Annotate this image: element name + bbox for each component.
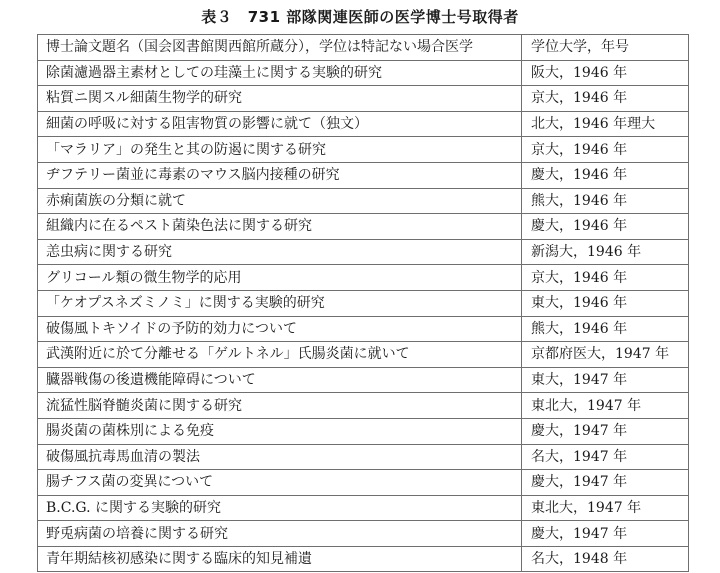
thesis-title-cell: グリコール類の微生物学的応用 <box>38 265 522 291</box>
table-row <box>38 316 689 342</box>
university-year-cell: 京都府医大，1947 年 <box>522 342 689 368</box>
table-row <box>38 470 689 496</box>
table-row <box>38 393 689 419</box>
university-year-cell: 東大，1947 年 <box>522 367 689 393</box>
table-row <box>38 188 689 214</box>
thesis-title-cell: 細菌の呼吸に対する阻害物質の影響に就て（独文） <box>38 111 522 137</box>
university-year-cell: 東北大，1947 年 <box>522 495 689 521</box>
thesis-title-cell: 流猛性脳脊髄炎菌に関する研究 <box>38 393 522 419</box>
university-year-cell: 熊大，1946 年 <box>522 316 689 342</box>
university-year-cell: 慶大，1947 年 <box>522 470 689 496</box>
doctorate-table <box>37 34 689 572</box>
table-row <box>38 111 689 137</box>
thesis-title-cell: 武漢附近に於て分離せる「ゲルトネル」氏腸炎菌に就いて <box>38 342 522 368</box>
thesis-title-cell: 破傷風抗毒馬血清の製法 <box>38 444 522 470</box>
thesis-title-cell: 赤痢菌族の分類に就て <box>38 188 522 214</box>
table-header-row <box>38 35 689 61</box>
university-year-cell: 慶大，1947 年 <box>522 521 689 547</box>
university-year-cell: 京大，1946 年 <box>522 265 689 291</box>
thesis-title-cell: 除菌濾過器主素材としての珪藻土に関する実験的研究 <box>38 60 522 86</box>
table-row <box>38 418 689 444</box>
table-row <box>38 495 689 521</box>
thesis-title-cell: 野兎病菌の培養に関する研究 <box>38 521 522 547</box>
header-thesis-title: 博士論文題名（国会図書館関西館所蔵分），学位は特記ない場合医学 <box>38 35 522 61</box>
table-row <box>38 137 689 163</box>
thesis-title-cell: 「ケオプスネズミノミ」に関する実験的研究 <box>38 290 522 316</box>
table-row <box>38 367 689 393</box>
thesis-title-cell: 粘質ニ関スル細菌生物学的研究 <box>38 86 522 112</box>
university-year-cell: 慶大，1946 年 <box>522 214 689 240</box>
university-year-cell: 名大，1948 年 <box>522 546 689 572</box>
table-row <box>38 239 689 265</box>
thesis-title-cell: 組織内に在るペスト菌染色法に関する研究 <box>38 214 522 240</box>
table-row <box>38 86 689 112</box>
table-row <box>38 265 689 291</box>
thesis-title-cell: 恙虫病に関する研究 <box>38 239 522 265</box>
table-row <box>38 342 689 368</box>
university-year-cell: 慶大，1946 年 <box>522 162 689 188</box>
thesis-title-cell: 腸チフス菌の変異について <box>38 470 522 496</box>
university-year-cell: 東大，1946 年 <box>522 290 689 316</box>
thesis-title-cell: 臓器戦傷の後遺機能障碍について <box>38 367 522 393</box>
university-year-cell: 熊大，1946 年 <box>522 188 689 214</box>
table-body <box>38 35 689 572</box>
thesis-title-cell: 青年期結核初感染に関する臨床的知見補遺 <box>38 546 522 572</box>
table-row <box>38 214 689 240</box>
university-year-cell: 北大，1946 年理大 <box>522 111 689 137</box>
table-row <box>38 521 689 547</box>
university-year-cell: 阪大，1946 年 <box>522 60 689 86</box>
table-row <box>38 444 689 470</box>
table-row <box>38 290 689 316</box>
university-year-cell: 慶大，1947 年 <box>522 418 689 444</box>
university-year-cell: 京大，1946 年 <box>522 137 689 163</box>
table-row <box>38 546 689 572</box>
university-year-cell: 名大，1947 年 <box>522 444 689 470</box>
table-caption: 表３ 731 部隊関連医師の医学博士号取得者 <box>201 8 519 26</box>
header-university-year: 学位大学，年号 <box>522 35 689 61</box>
thesis-title-cell: 「マラリア」の発生と其の防遏に関する研究 <box>38 137 522 163</box>
university-year-cell: 新潟大，1946 年 <box>522 239 689 265</box>
thesis-title-cell: ヂフテリー菌並に毒素のマウス脳内接種の研究 <box>38 162 522 188</box>
table-container <box>37 34 688 572</box>
university-year-cell: 東北大，1947 年 <box>522 393 689 419</box>
table-row <box>38 162 689 188</box>
university-year-cell: 京大，1946 年 <box>522 86 689 112</box>
table-row <box>38 60 689 86</box>
thesis-title-cell: 破傷風トキソイドの予防的効力について <box>38 316 522 342</box>
thesis-title-cell: B.C.G. に関する実験的研究 <box>38 495 522 521</box>
thesis-title-cell: 腸炎菌の菌株別による免疫 <box>38 418 522 444</box>
